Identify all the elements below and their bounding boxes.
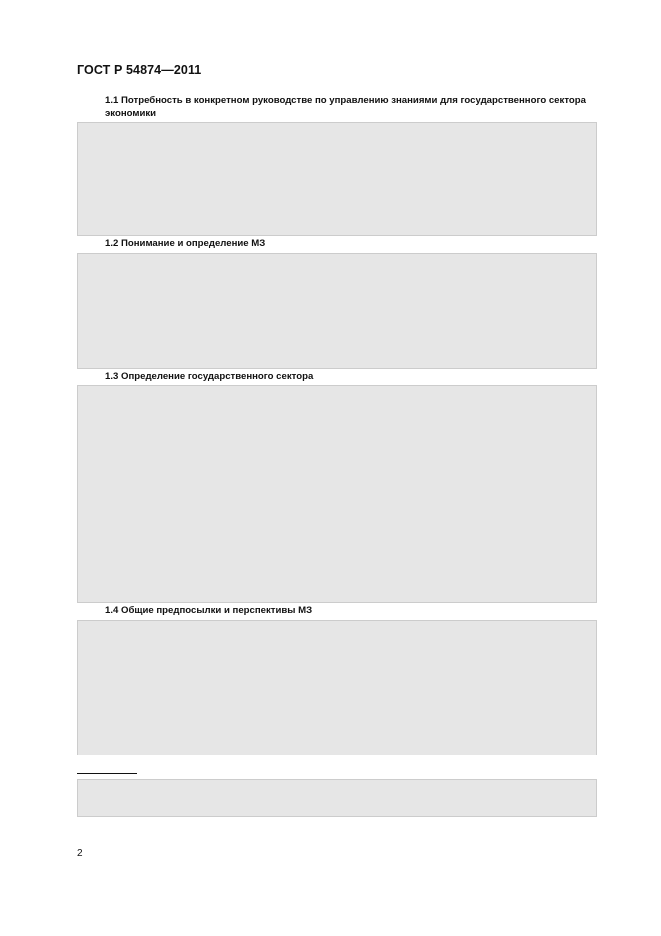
page-header: ГОСТ Р 54874—2011 — [77, 63, 202, 77]
section-heading-1-3: 1.3 Определение государственного сектора — [105, 370, 314, 382]
section-1-4-body-placeholder — [77, 620, 597, 755]
footnote-placeholder — [77, 779, 597, 817]
page-content — [77, 95, 597, 755]
section-heading-1-1: 1.1 Потребность в конкретном руководстве по управлению знаниями для государственного сектора экономики — [105, 95, 586, 119]
section-heading-1-4: 1.4 Общие предпосылки и перспективы МЗ — [105, 605, 313, 617]
section-heading-1-2: 1.2 Понимание и определение МЗ — [105, 238, 266, 250]
footnote-divider — [77, 773, 137, 774]
section-1-1-body-placeholder — [77, 122, 597, 236]
page-number: 2 — [77, 848, 83, 859]
footnote — [77, 777, 597, 819]
section-1-3-body-placeholder — [77, 385, 597, 603]
section-1-2-body-placeholder — [77, 253, 597, 369]
